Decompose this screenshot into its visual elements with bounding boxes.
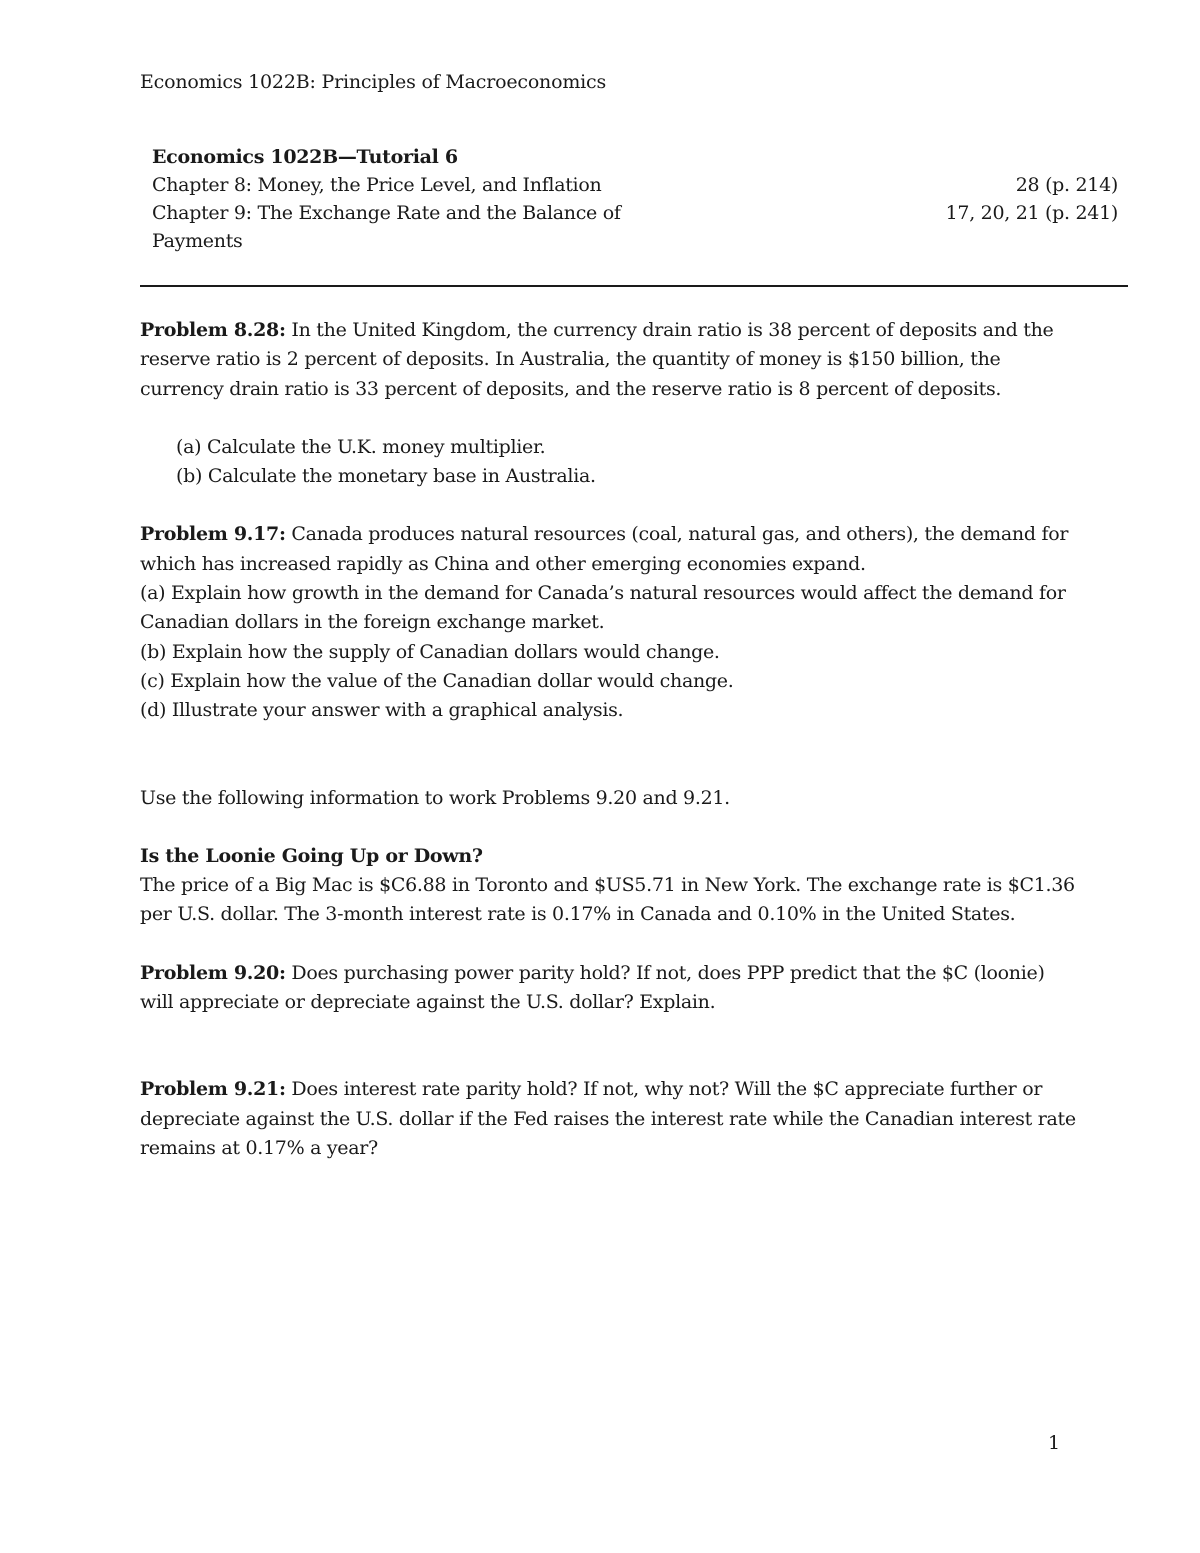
list-item: (b) Calculate the monetary base in Australia. bbox=[176, 465, 596, 488]
list-item: (c) Explain how the value of the Canadian dollar would change. bbox=[140, 669, 734, 692]
problem-text: Does interest rate parity hold? If not, why not? Will the $C appreciate further or depreciate against the U.S. dollar if the Fed raises the interest rate while the Canadian interest rate remains at 0.17% a year? bbox=[140, 1078, 1076, 1159]
problem-label: Problem 8.28: bbox=[140, 319, 286, 341]
problem-label: Problem 9.20: bbox=[140, 961, 286, 984]
tutorial-title: Economics 1022B—Tutorial 6 bbox=[152, 146, 458, 168]
problem-9-21 bbox=[140, 1075, 1080, 1163]
problem-label: Problem 9.21: bbox=[140, 1078, 286, 1101]
running-header: Economics 1022B: Principles of Macroeconomics bbox=[140, 71, 607, 93]
problem-label: Problem 9.17: bbox=[140, 523, 286, 546]
case-heading: Is the Loonie Going Up or Down? bbox=[140, 844, 483, 867]
chapter-pages: 28 (p. 214) bbox=[1015, 174, 1118, 196]
problem-parts-list bbox=[140, 433, 1080, 492]
chapter-name: Chapter 8: Money, the Price Level, and Inflation bbox=[152, 174, 602, 196]
case-text: The price of a Big Mac is $C6.88 in Toronto and $US5.71 in New York. The exchange rate is $C1.36 per U.S. dollar. The 3-month interest rate is 0.17% in Canada and 0.10% in the United States. bbox=[140, 874, 1075, 926]
list-item: (d) Illustrate your answer with a graphical analysis. bbox=[140, 699, 624, 722]
list-item: (b) Explain how the supply of Canadian dollars would change. bbox=[140, 640, 720, 663]
chapter-row bbox=[152, 199, 1118, 255]
problem-9-20 bbox=[140, 959, 1080, 1018]
intro-text: Use the following information to work Problems 9.20 and 9.21. bbox=[140, 786, 730, 809]
chapter-pages: 17, 20, 21 (p. 241) bbox=[945, 202, 1118, 224]
problem-set bbox=[140, 316, 1080, 1163]
problem-9-17 bbox=[140, 520, 1080, 579]
chapter-row bbox=[152, 171, 1118, 199]
tutorial-title-block bbox=[152, 143, 1118, 255]
list-item: (a) Calculate the U.K. money multiplier. bbox=[176, 435, 546, 458]
problem-8-28 bbox=[140, 316, 1080, 404]
page-number: 1 bbox=[1048, 1432, 1061, 1454]
problem-text: Does purchasing power parity hold? If not, does PPP predict that the $C (loonie) will appreciate or depreciate against the U.S. dollar? Explain. bbox=[140, 961, 1045, 1014]
problem-text: In the United Kingdom, the currency drain ratio is 38 percent of deposits and the reserve ratio is 2 percent of deposits. In Australia, the quantity of money is $150 billion, the currency drain ratio is 33 percent of deposits, and the reserve ratio is 8 percent of deposits. bbox=[140, 319, 1054, 400]
problem-text: Canada produces natural resources (coal, natural gas, and others), the demand for which has increased rapidly as China and other emerging economies expand. bbox=[140, 523, 1069, 575]
chapter-name: Chapter 9: The Exchange Rate and the Balance of Payments bbox=[152, 202, 621, 252]
horizontal-divider bbox=[140, 285, 1128, 287]
list-item: (a) Explain how growth in the demand for Canada’s natural resources would affect the demand for Canadian dollars in the foreign exchange market. bbox=[140, 582, 1066, 634]
